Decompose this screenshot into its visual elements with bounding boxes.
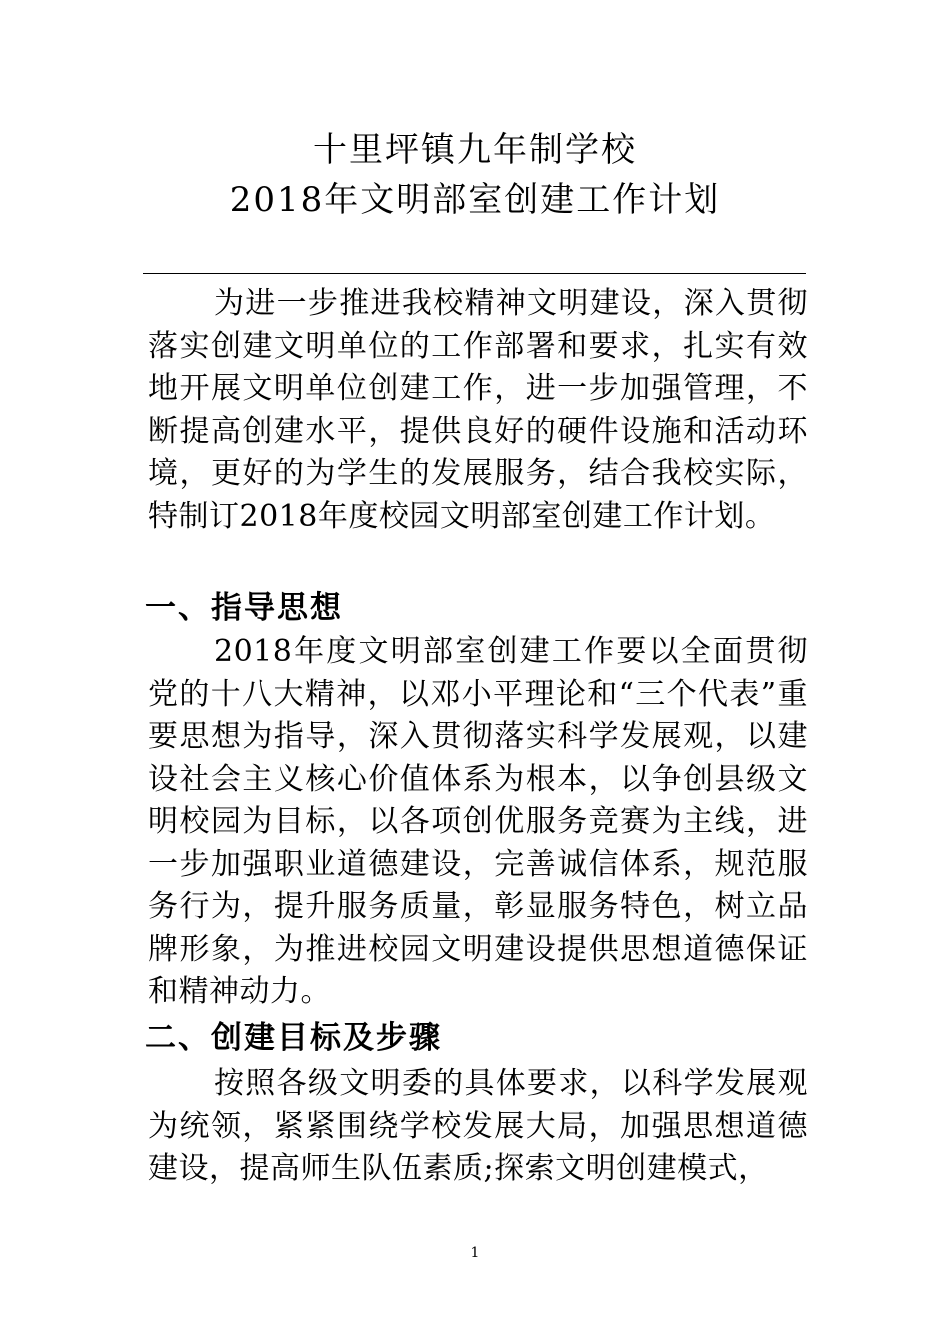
document-title-line1: 十里坪镇九年制学校 bbox=[313, 130, 637, 170]
document-title-line2: 2018年文明部室创建工作计划 bbox=[229, 180, 721, 220]
title-divider bbox=[143, 273, 806, 274]
section2-paragraph: 按照各级文明委的具体要求，以科学发展观为统领，紧紧围绕学校发展大局，加强思想道德建设，提高师生队伍素质;探索文明创建模式， bbox=[148, 1066, 808, 1186]
section2-heading: 二、创建目标及步骤 bbox=[145, 1020, 442, 1056]
page-number: 1 bbox=[470, 1245, 480, 1261]
section1-paragraph: 2018年度文明部室创建工作要以全面贯彻党的十八大精神，以邓小平理论和“三个代表”重要思想为指导，深入贯彻落实科学发展观，以建设社会主义核心价值体系为根本，以争创县级文明校园为目标，以各项创优服务竞赛为主线，进一步加强职业道德建设，完善诚信体系，规范服务行为，提升服务质量，彰显服务特色，树立品牌形象，为推进校园文明建设提供思想道德保证和精神动力。 bbox=[148, 634, 808, 1009]
intro-paragraph: 为进一步推进我校精神文明建设，深入贯彻落实创建文明单位的工作部署和要求，扎实有效地开展文明单位创建工作，进一步加强管理，不断提高创建水平，提供良好的硬件设施和活动环境，更好的为学生的发展服务，结合我校实际，特制订2018年度校园文明部室创建工作计划。 bbox=[148, 286, 808, 534]
section1-heading: 一、指导思想 bbox=[145, 590, 343, 626]
